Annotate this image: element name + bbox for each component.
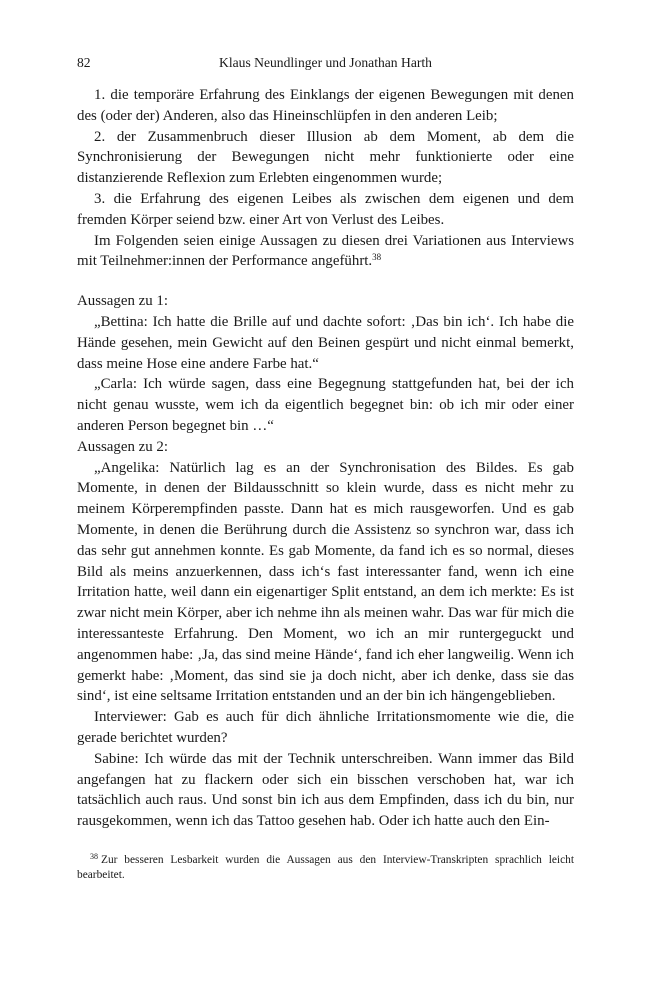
quote-carla: „Carla: Ich würde sagen, dass eine Begegnung stattgefunden hat, bei der ich nicht genau wusste, wem ich da eigentlich begegnet bin: ob ich mir oder einer anderen Person begegnet bin …“	[77, 376, 574, 434]
running-head	[77, 52, 574, 74]
footnote-text: Zur besseren Lesbarkeit wurden die Aussagen aus den Interview-Transkripten sprachlich leicht bearbeitet.	[77, 853, 574, 882]
section-label-statements-1: Aussagen zu 1:	[77, 293, 168, 310]
body-text	[77, 85, 574, 832]
intro-paragraph	[77, 231, 574, 273]
list-item-variation-3: 3. die Erfahrung des eigenen Leibes als zwischen dem eigenen und dem fremden Körper seiend bzw. einer Art von Verlust des Leibes.	[77, 190, 574, 228]
section-label-statements-2: Aussagen zu 2:	[77, 438, 168, 455]
running-head-authors: Klaus Neundlinger und Jonathan Harth	[219, 55, 432, 70]
list-item-variation-1: 1. die temporäre Erfahrung des Einklangs der eigenen Bewegungen mit denen des (oder der) Anderen, also das Hineinschlüpfen in den anderen Leib;	[77, 87, 574, 124]
page-number: 82	[77, 55, 91, 70]
quote-sabine: Sabine: Ich würde das mit der Technik unterschreiben. Wann immer das Bild angefangen hat zu flackern oder sich ein bisschen verschoben hat, war ich tatsächlich auch raus. Und sonst bin ich aus dem Empfinden, dass ich du bin, nur rausgekommen, wenn ich das Tattoo gesehen hab. Oder ich hatte auch den Ein-	[77, 750, 574, 830]
quote-angelika: „Angelika: Natürlich lag es an der Synchronisation des Bildes. Es gab Momente, in denen der Bildausschnitt so klein wurde, dass es nicht mehr zu meinem Körperempfinden passte. Dann hat es mich rausgeworfen. Und es gab Momente, in denen die Berührung durch die Assistenz so synchron war, dass ich das sehr gut annehmen konnte. Es gab Momente, da fand ich es so normal, dieses Bild als meins anzuerkennen, dass ich‘s fast interessanter fand, wenn ich eine Irritation hatte, weil dann ein eigenartiger Split entstand, an dem ich merkte: Es ist zwar nicht mein Körper, aber ich nehme ihn als meinen wahr. Das war für mich die interessanteste Erfahrung. Den Moment, wo ich an mir runtergeguckt und angenommen habe: ‚Ja, das sind meine Hände‘, fand ich eher langweilig. Wenn ich gemerkt habe: ‚Moment, das sind sie ja doch nicht, aber ich denke, dass sie das sind‘, ist eine seltsame Irritation entstanden und an der bin ich hängengeblieben.	[77, 459, 574, 705]
footnotes	[77, 853, 574, 884]
footnote-reference: 38	[372, 252, 382, 263]
list-item-variation-2: 2. der Zusammenbruch dieser Illusion ab dem Moment, ab dem die Synchronisierung der Bewegungen nicht mehr funktionierte oder eine distanzierende Reflexion zum Erlebten eingenommen wurde;	[77, 128, 574, 187]
footnote-number: 38	[90, 851, 98, 861]
quote-bettina: „Bettina: Ich hatte die Brille auf und dachte sofort: ‚Das bin ich‘. Ich habe die Hände gesehen, mein Gewicht auf den Beinen gespürt und nicht einmal bemerkt, dass meine Hose eine andere Farbe hat.“	[77, 313, 574, 372]
footnote	[77, 853, 574, 884]
interviewer-question: Interviewer: Gab es auch für dich ähnliche Irritationsmomente wie die, die gerade berichtet wurden?	[77, 709, 574, 746]
intro-paragraph-text: Im Folgenden seien einige Aussagen zu diesen drei Variationen aus Interviews mit Teilnehmer:innen der Performance angeführt.	[77, 232, 574, 270]
book-page	[77, 52, 574, 884]
